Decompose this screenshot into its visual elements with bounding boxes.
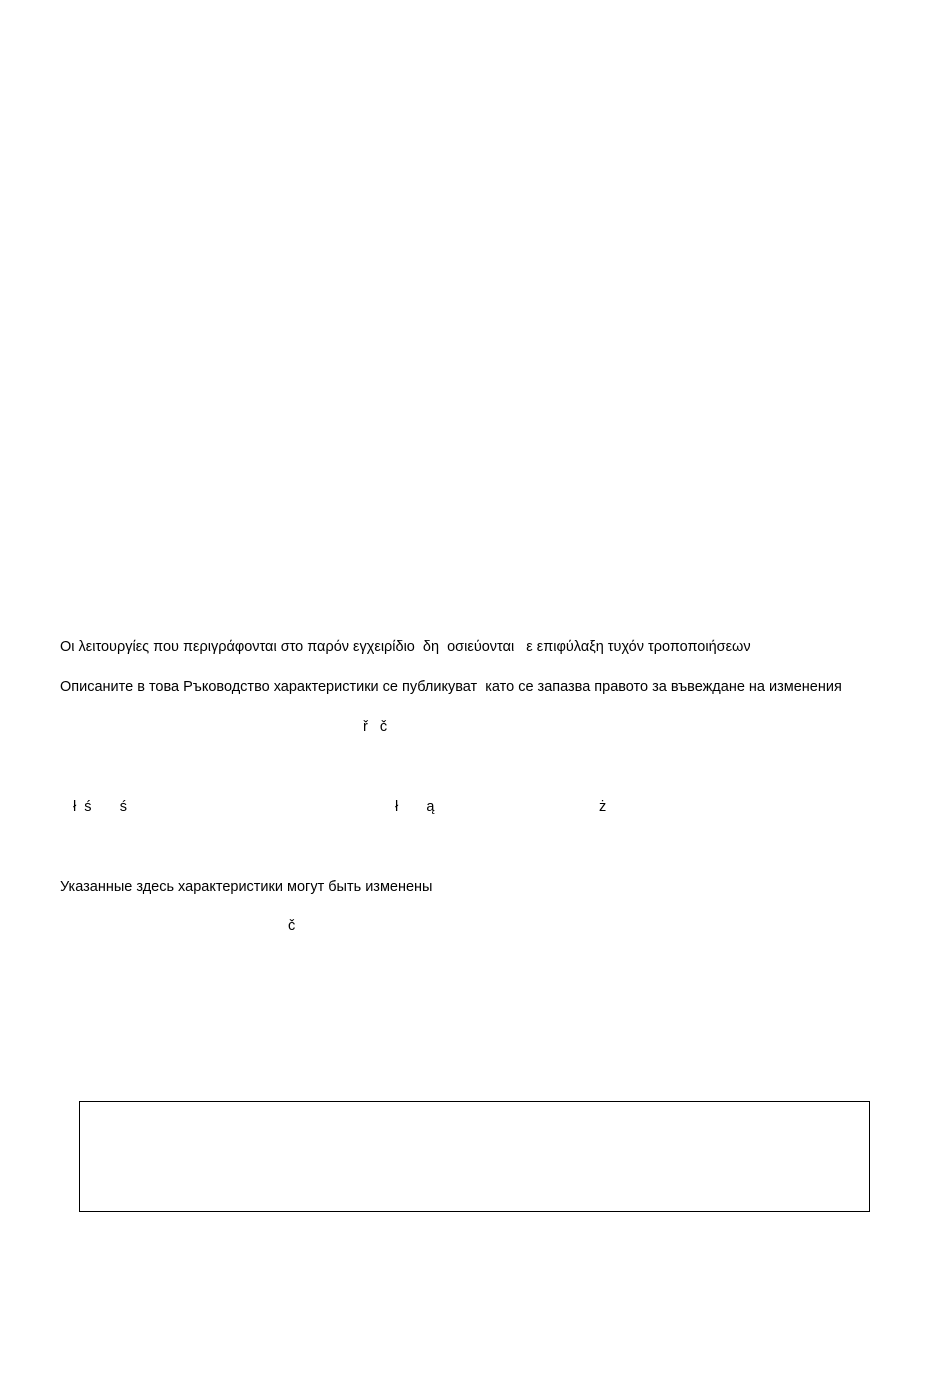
notice-polish-fragment-b: ł ą — [395, 799, 435, 815]
notice-czech-fragment-2: č — [288, 918, 296, 934]
notice-greek: Οι λειτουργίες που περιγράφονται στο παρόν εγχειρίδιο δη οσιεύονται ε επιφύλαξη τυχόν τροποποιήσεων — [60, 639, 751, 655]
empty-frame-box — [79, 1101, 870, 1212]
notice-czech-fragment: ř č — [363, 719, 388, 735]
notice-polish-fragment-c: ż — [599, 799, 607, 815]
notice-bulgarian: Описаните в това Ръководство характеристики се публикуват като се запазва правото за въвеждане на изменения — [60, 679, 842, 695]
notice-russian: Указанные здесь характеристики могут быть изменены — [60, 879, 433, 895]
notice-polish-fragment-a: ł ś ś — [73, 799, 127, 815]
